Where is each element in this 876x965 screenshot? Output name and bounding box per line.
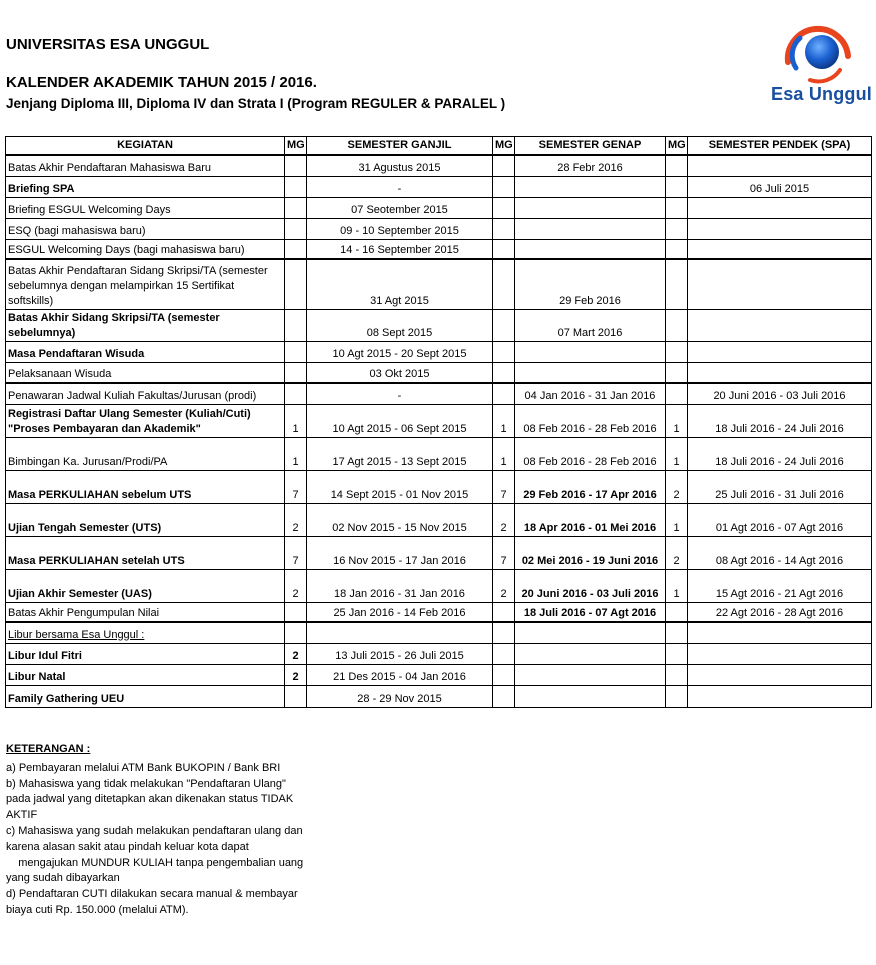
week-count-cell [493,309,515,341]
semester-genap-cell [515,643,666,664]
week-count-cell [493,643,515,664]
page-title: KALENDER AKADEMIK TAHUN 2015 / 2016. [6,74,317,91]
week-count-cell: 7 [285,536,307,569]
note-line: mengajukan MUNDUR KULIAH tanpa pengembalian uang yang sudah dibayarkan [6,856,307,885]
note-line: a) Pembayaran melalui ATM Bank BUKOPIN / Bank BRI [6,761,281,774]
semester-ganjil-cell: 02 Nov 2015 - 15 Nov 2015 [307,503,493,536]
semester-genap-cell [515,239,666,259]
week-count-cell [666,622,688,643]
activity-cell: Registrasi Daftar Ulang Semester (Kuliah/Cuti) "Proses Pembayaran dan Akademik" [6,404,285,437]
semester-genap-cell [515,197,666,218]
week-count-cell: 2 [493,503,515,536]
week-count-cell [285,218,307,239]
semester-pendek-cell: 06 Juli 2015 [688,176,872,197]
notes-section [6,742,306,919]
activity-cell: Masa PERKULIAHAN setelah UTS [6,536,285,569]
column-header: SEMESTER PENDEK (SPA) [688,137,872,156]
week-count-cell [666,362,688,383]
semester-ganjil-cell: 09 - 10 September 2015 [307,218,493,239]
semester-ganjil-cell: 03 Okt 2015 [307,362,493,383]
week-count-cell [285,197,307,218]
semester-pendek-cell: 15 Agt 2016 - 21 Agt 2016 [688,569,872,602]
semester-ganjil-cell: 10 Agt 2015 - 06 Sept 2015 [307,404,493,437]
table-row [6,155,872,176]
semester-ganjil-cell [307,622,493,643]
week-count-cell [666,176,688,197]
week-count-cell [285,155,307,176]
week-count-cell [285,341,307,362]
semester-genap-cell: 02 Mei 2016 - 19 Juni 2016 [515,536,666,569]
table-row [6,383,872,404]
semester-ganjil-cell: 14 - 16 September 2015 [307,239,493,259]
semester-genap-cell: 28 Febr 2016 [515,155,666,176]
semester-genap-cell [515,622,666,643]
semester-ganjil-cell: 17 Agt 2015 - 13 Sept 2015 [307,437,493,470]
week-count-cell [493,176,515,197]
semester-ganjil-cell: 14 Sept 2015 - 01 Nov 2015 [307,470,493,503]
semester-ganjil-cell: - [307,176,493,197]
semester-ganjil-cell: - [307,383,493,404]
week-count-cell: 7 [285,470,307,503]
week-count-cell [493,341,515,362]
week-count-cell [493,362,515,383]
week-count-cell: 2 [666,536,688,569]
semester-genap-cell: 20 Juni 2016 - 03 Juli 2016 [515,569,666,602]
semester-pendek-cell: 25 Juli 2016 - 31 Juli 2016 [688,470,872,503]
semester-pendek-cell [688,643,872,664]
column-header: MG [493,137,515,156]
activity-cell: Penawaran Jadwal Kuliah Fakultas/Jurusan (prodi) [6,383,285,404]
week-count-cell: 2 [493,569,515,602]
semester-ganjil-cell: 28 - 29 Nov 2015 [307,685,493,707]
week-count-cell [285,309,307,341]
activity-cell: Ujian Tengah Semester (UTS) [6,503,285,536]
semester-pendek-cell [688,309,872,341]
week-count-cell [666,602,688,622]
week-count-cell: 7 [493,470,515,503]
column-header: SEMESTER GENAP [515,137,666,156]
table-row [6,536,872,569]
semester-ganjil-cell: 18 Jan 2016 - 31 Jan 2016 [307,569,493,602]
week-count-cell [285,259,307,309]
semester-ganjil-cell: 16 Nov 2015 - 17 Jan 2016 [307,536,493,569]
week-count-cell [493,622,515,643]
week-count-cell: 1 [666,503,688,536]
university-name: UNIVERSITAS ESA UNGGUL [6,36,210,53]
activity-cell: Masa PERKULIAHAN sebelum UTS [6,470,285,503]
week-count-cell: 2 [666,470,688,503]
academic-calendar-table [5,136,872,708]
table-row [6,239,872,259]
week-count-cell: 2 [285,643,307,664]
semester-genap-cell [515,218,666,239]
activity-cell: ESGUL Welcoming Days (bagi mahasiswa baru) [6,239,285,259]
activity-cell: Libur Natal [6,664,285,685]
week-count-cell [666,341,688,362]
week-count-cell [666,309,688,341]
week-count-cell [493,218,515,239]
activity-cell: Pelaksanaan Wisuda [6,362,285,383]
semester-genap-cell: 04 Jan 2016 - 31 Jan 2016 [515,383,666,404]
note-line: b) Mahasiswa yang tidak melakukan "Pendaftaran Ulang" pada jadwal yang ditetapkan akan dikenakan status TIDAK AKTIF [6,777,296,822]
semester-ganjil-cell: 10 Agt 2015 - 20 Sept 2015 [307,341,493,362]
semester-pendek-cell [688,362,872,383]
week-count-cell [666,218,688,239]
activity-cell: Batas Akhir Pengumpulan Nilai [6,602,285,622]
page-subtitle: Jenjang Diploma III, Diploma IV dan Strata I (Program REGULER & PARALEL ) [6,96,506,111]
table-row [6,341,872,362]
week-count-cell [493,383,515,404]
week-count-cell [493,259,515,309]
semester-pendek-cell [688,239,872,259]
week-count-cell [493,685,515,707]
week-count-cell: 1 [285,437,307,470]
logo-wordmark: Esa Unggul [771,84,873,104]
week-count-cell: 1 [666,404,688,437]
semester-pendek-cell [688,218,872,239]
week-count-cell [666,383,688,404]
semester-genap-cell [515,664,666,685]
semester-ganjil-cell: 21 Des 2015 - 04 Jan 2016 [307,664,493,685]
table-row [6,259,872,309]
table-row [6,622,872,643]
week-count-cell: 2 [285,569,307,602]
table-row [6,569,872,602]
table-row [6,643,872,664]
week-count-cell [666,239,688,259]
week-count-cell: 1 [493,404,515,437]
semester-ganjil-cell: 13 Juli 2015 - 26 Juli 2015 [307,643,493,664]
table-row [6,197,872,218]
week-count-cell: 1 [493,437,515,470]
activity-cell: Bimbingan Ka. Jurusan/Prodi/PA [6,437,285,470]
week-count-cell: 2 [285,503,307,536]
semester-pendek-cell [688,685,872,707]
activity-cell: Briefing ESGUL Welcoming Days [6,197,285,218]
week-count-cell [285,622,307,643]
semester-ganjil-cell: 08 Sept 2015 [307,309,493,341]
week-count-cell [285,383,307,404]
week-count-cell [285,685,307,707]
semester-ganjil-cell: 31 Agt 2015 [307,259,493,309]
table-row [6,503,872,536]
table-row [6,602,872,622]
table-row [6,685,872,707]
semester-ganjil-cell: 31 Agustus 2015 [307,155,493,176]
note-line: d) Pendaftaran CUTI dilakukan secara manual & membayar biaya cuti Rp. 150.000 (melalui ATM). [6,888,301,916]
semester-pendek-cell [688,622,872,643]
semester-genap-cell: 18 Juli 2016 - 07 Agt 2016 [515,602,666,622]
week-count-cell [285,362,307,383]
semester-pendek-cell [688,341,872,362]
week-count-cell [285,602,307,622]
semester-genap-cell: 18 Apr 2016 - 01 Mei 2016 [515,503,666,536]
semester-pendek-cell [688,664,872,685]
semester-genap-cell [515,341,666,362]
week-count-cell [285,239,307,259]
activity-cell: Batas Akhir Sidang Skripsi/TA (semester sebelumnya) [6,309,285,341]
activity-cell: Ujian Akhir Semester (UAS) [6,569,285,602]
week-count-cell [666,685,688,707]
week-count-cell [666,664,688,685]
table-row [6,176,872,197]
table-row [6,664,872,685]
table-header-row [6,137,872,156]
table-row [6,437,872,470]
table-row [6,218,872,239]
week-count-cell: 1 [666,437,688,470]
semester-genap-cell [515,176,666,197]
activity-cell: Briefing SPA [6,176,285,197]
activity-cell: Masa Pendaftaran Wisuda [6,341,285,362]
semester-genap-cell: 08 Feb 2016 - 28 Feb 2016 [515,437,666,470]
week-count-cell [493,155,515,176]
column-header: KEGIATAN [6,137,285,156]
semester-genap-cell [515,362,666,383]
note-line: c) Mahasiswa yang sudah melakukan pendaftaran ulang dan karena alasan sakit atau pindah keluar kota dapat [6,824,306,853]
semester-genap-cell [515,685,666,707]
week-count-cell: 2 [285,664,307,685]
week-count-cell [493,664,515,685]
column-header: MG [666,137,688,156]
table-row [6,309,872,341]
activity-cell: ESQ (bagi mahasiswa baru) [6,218,285,239]
week-count-cell [666,643,688,664]
semester-pendek-cell [688,155,872,176]
semester-pendek-cell: 20 Juni 2016 - 03 Juli 2016 [688,383,872,404]
semester-pendek-cell: 01 Agt 2016 - 07 Agt 2016 [688,503,872,536]
semester-ganjil-cell: 07 Seotember 2015 [307,197,493,218]
table-row [6,362,872,383]
activity-cell: Libur bersama Esa Unggul : [6,622,285,643]
week-count-cell [493,602,515,622]
semester-pendek-cell [688,197,872,218]
table-row [6,404,872,437]
column-header: SEMESTER GANJIL [307,137,493,156]
table-row [6,470,872,503]
activity-cell: Batas Akhir Pendaftaran Mahasiswa Baru [6,155,285,176]
column-header: MG [285,137,307,156]
semester-ganjil-cell: 25 Jan 2016 - 14 Feb 2016 [307,602,493,622]
activity-cell: Family Gathering UEU [6,685,285,707]
week-count-cell [666,197,688,218]
semester-pendek-cell: 08 Agt 2016 - 14 Agt 2016 [688,536,872,569]
notes-heading: KETERANGAN : [6,743,91,755]
semester-pendek-cell: 22 Agt 2016 - 28 Agt 2016 [688,602,872,622]
week-count-cell: 1 [666,569,688,602]
semester-genap-cell: 08 Feb 2016 - 28 Feb 2016 [515,404,666,437]
week-count-cell [666,259,688,309]
activity-cell: Batas Akhir Pendaftaran Sidang Skripsi/TA (semester sebelumnya dengan melampirkan 15 Sertifikat softskills) [6,259,285,309]
week-count-cell [666,155,688,176]
week-count-cell [493,197,515,218]
semester-genap-cell: 07 Mart 2016 [515,309,666,341]
semester-genap-cell: 29 Feb 2016 [515,259,666,309]
week-count-cell [285,176,307,197]
semester-genap-cell: 29 Feb 2016 - 17 Apr 2016 [515,470,666,503]
semester-pendek-cell [688,259,872,309]
semester-pendek-cell: 18 Juli 2016 - 24 Juli 2016 [688,404,872,437]
week-count-cell: 7 [493,536,515,569]
week-count-cell [493,239,515,259]
week-count-cell: 1 [285,404,307,437]
semester-pendek-cell: 18 Juli 2016 - 24 Juli 2016 [688,437,872,470]
activity-cell: Libur Idul Fitri [6,643,285,664]
